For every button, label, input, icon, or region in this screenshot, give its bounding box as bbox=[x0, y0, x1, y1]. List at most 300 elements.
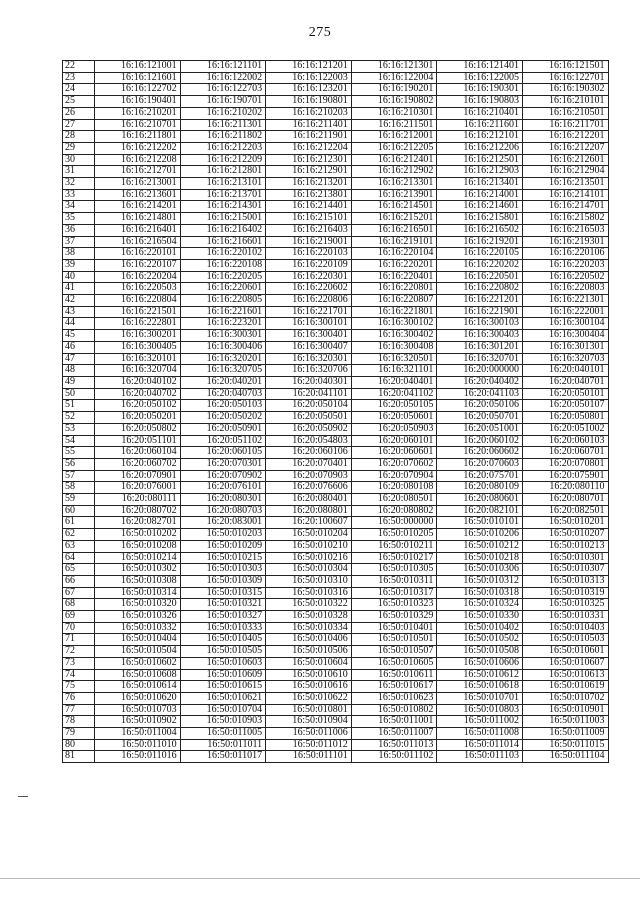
row-number-cell: 38 bbox=[63, 248, 95, 260]
code-cell: 16:16:300102 bbox=[351, 318, 437, 330]
row-number-cell: 29 bbox=[63, 142, 95, 154]
page-number: 275 bbox=[308, 25, 332, 40]
table-row bbox=[63, 494, 609, 506]
code-cell: 16:16:220501 bbox=[437, 271, 523, 283]
code-cell: 16:50:010322 bbox=[266, 599, 352, 611]
code-cell: 16:20:070401 bbox=[266, 458, 352, 470]
row-number-cell: 27 bbox=[63, 119, 95, 131]
code-cell: 16:16:220109 bbox=[266, 259, 352, 271]
code-cell: 16:20:000000 bbox=[437, 365, 523, 377]
row-number-cell: 45 bbox=[63, 330, 95, 342]
row-number-cell: 44 bbox=[63, 318, 95, 330]
code-cell: 16:50:011014 bbox=[437, 739, 523, 751]
code-cell: 16:16:212801 bbox=[180, 166, 266, 178]
table-row bbox=[63, 599, 609, 611]
code-cell: 16:16:213101 bbox=[180, 178, 266, 190]
code-cell: 16:16:213901 bbox=[351, 189, 437, 201]
code-cell: 16:16:222001 bbox=[522, 306, 608, 318]
row-number-cell: 55 bbox=[63, 447, 95, 459]
code-cell: 16:16:220105 bbox=[437, 248, 523, 260]
code-cell: 16:50:010616 bbox=[266, 681, 352, 693]
code-cell: 16:50:010619 bbox=[522, 681, 608, 693]
code-cell: 16:50:010618 bbox=[437, 681, 523, 693]
row-number-cell: 68 bbox=[63, 599, 95, 611]
code-cell: 16:50:010331 bbox=[522, 611, 608, 623]
code-cell: 16:50:011103 bbox=[437, 751, 523, 763]
code-cell: 16:20:050103 bbox=[180, 400, 266, 412]
table-row bbox=[63, 142, 609, 154]
code-cell: 16:20:040401 bbox=[351, 376, 437, 388]
code-cell: 16:16:122002 bbox=[180, 72, 266, 84]
code-cell: 16:16:190201 bbox=[351, 84, 437, 96]
margin-mark bbox=[18, 796, 28, 797]
code-cell: 16:16:210501 bbox=[522, 107, 608, 119]
code-cell: 16:16:300407 bbox=[266, 341, 352, 353]
code-cell: 16:16:301201 bbox=[437, 341, 523, 353]
table-row bbox=[63, 447, 609, 459]
code-cell: 16:16:300405 bbox=[95, 341, 181, 353]
code-cell: 16:16:212206 bbox=[437, 142, 523, 154]
code-cell: 16:20:041101 bbox=[266, 388, 352, 400]
code-cell: 16:50:010333 bbox=[180, 622, 266, 634]
code-cell: 16:16:190801 bbox=[266, 96, 352, 108]
code-cell: 16:20:080401 bbox=[266, 494, 352, 506]
code-cell: 16:50:010506 bbox=[266, 646, 352, 658]
code-cell: 16:50:011001 bbox=[351, 716, 437, 728]
code-cell: 16:50:010317 bbox=[351, 587, 437, 599]
row-number-cell: 64 bbox=[63, 552, 95, 564]
code-cell: 16:16:220106 bbox=[522, 248, 608, 260]
code-cell: 16:50:010309 bbox=[180, 575, 266, 587]
code-cell: 16:16:221801 bbox=[351, 306, 437, 318]
code-cell: 16:16:221901 bbox=[437, 306, 523, 318]
row-number-cell: 42 bbox=[63, 295, 95, 307]
row-number-cell: 73 bbox=[63, 657, 95, 669]
row-number-cell: 63 bbox=[63, 540, 95, 552]
code-cell: 16:20:051101 bbox=[95, 435, 181, 447]
code-cell: 16:20:080802 bbox=[351, 505, 437, 517]
code-cell: 16:16:210202 bbox=[180, 107, 266, 119]
code-cell: 16:20:051001 bbox=[437, 423, 523, 435]
code-cell: 16:16:300401 bbox=[266, 330, 352, 342]
code-cell: 16:20:100607 bbox=[266, 517, 352, 529]
code-cell: 16:50:010215 bbox=[180, 552, 266, 564]
code-cell: 16:16:122005 bbox=[437, 72, 523, 84]
code-cell: 16:50:010316 bbox=[266, 587, 352, 599]
code-cell: 16:50:010404 bbox=[95, 634, 181, 646]
table-row bbox=[63, 213, 609, 225]
code-cell: 16:50:011101 bbox=[266, 751, 352, 763]
row-number-cell: 79 bbox=[63, 728, 95, 740]
table-row bbox=[63, 61, 609, 73]
code-cell: 16:16:214701 bbox=[522, 201, 608, 213]
code-cell: 16:20:060101 bbox=[351, 435, 437, 447]
code-cell: 16:16:222801 bbox=[95, 318, 181, 330]
row-number-cell: 76 bbox=[63, 692, 95, 704]
code-cell: 16:20:080801 bbox=[266, 505, 352, 517]
table-row bbox=[63, 189, 609, 201]
code-cell: 16:50:010402 bbox=[437, 622, 523, 634]
code-cell: 16:20:060702 bbox=[95, 458, 181, 470]
code-cell: 16:16:121401 bbox=[437, 61, 523, 73]
code-cell: 16:16:214101 bbox=[522, 189, 608, 201]
code-cell: 16:50:010319 bbox=[522, 587, 608, 599]
code-cell: 16:16:220401 bbox=[351, 271, 437, 283]
code-cell: 16:20:050202 bbox=[180, 412, 266, 424]
code-cell: 16:50:011016 bbox=[95, 751, 181, 763]
code-cell: 16:16:211901 bbox=[266, 131, 352, 143]
code-cell: 16:16:215201 bbox=[351, 213, 437, 225]
table-row bbox=[63, 119, 609, 131]
row-number-cell: 31 bbox=[63, 166, 95, 178]
table-row bbox=[63, 353, 609, 365]
code-cell: 16:50:010209 bbox=[180, 540, 266, 552]
table-row bbox=[63, 271, 609, 283]
code-cell: 16:20:051002 bbox=[522, 423, 608, 435]
row-number-cell: 41 bbox=[63, 283, 95, 295]
code-cell: 16:20:040702 bbox=[95, 388, 181, 400]
code-cell: 16:50:010211 bbox=[351, 540, 437, 552]
code-cell: 16:20:050107 bbox=[522, 400, 608, 412]
code-table bbox=[62, 60, 609, 763]
table-row bbox=[63, 622, 609, 634]
code-cell: 16:16:216601 bbox=[180, 236, 266, 248]
table-row bbox=[63, 84, 609, 96]
code-cell: 16:20:040703 bbox=[180, 388, 266, 400]
code-cell: 16:50:010304 bbox=[266, 564, 352, 576]
code-cell: 16:20:083001 bbox=[180, 517, 266, 529]
code-cell: 16:50:011002 bbox=[437, 716, 523, 728]
code-cell: 16:50:010206 bbox=[437, 529, 523, 541]
row-number-cell: 49 bbox=[63, 376, 95, 388]
table-row bbox=[63, 224, 609, 236]
code-cell: 16:16:320501 bbox=[351, 353, 437, 365]
row-number-cell: 80 bbox=[63, 739, 95, 751]
row-number-cell: 22 bbox=[63, 61, 95, 73]
code-cell: 16:20:051102 bbox=[180, 435, 266, 447]
code-cell: 16:50:010325 bbox=[522, 599, 608, 611]
code-table-body bbox=[63, 61, 609, 763]
code-cell: 16:50:010614 bbox=[95, 681, 181, 693]
code-cell: 16:50:010217 bbox=[351, 552, 437, 564]
row-number-cell: 30 bbox=[63, 154, 95, 166]
row-number-cell: 66 bbox=[63, 575, 95, 587]
code-cell: 16:16:220805 bbox=[180, 295, 266, 307]
code-cell: 16:50:011104 bbox=[522, 751, 608, 763]
code-cell: 16:16:300402 bbox=[351, 330, 437, 342]
code-cell: 16:16:216501 bbox=[351, 224, 437, 236]
code-cell: 16:20:076001 bbox=[95, 482, 181, 494]
table-row bbox=[63, 412, 609, 424]
table-row bbox=[63, 330, 609, 342]
code-cell: 16:50:000000 bbox=[351, 517, 437, 529]
code-cell: 16:50:010315 bbox=[180, 587, 266, 599]
table-row bbox=[63, 435, 609, 447]
code-cell: 16:16:211701 bbox=[522, 119, 608, 131]
row-number-cell: 50 bbox=[63, 388, 95, 400]
table-row bbox=[63, 470, 609, 482]
code-cell: 16:16:223201 bbox=[180, 318, 266, 330]
code-cell: 16:16:219001 bbox=[266, 236, 352, 248]
code-cell: 16:50:010803 bbox=[437, 704, 523, 716]
row-number-cell: 72 bbox=[63, 646, 95, 658]
code-cell: 16:16:214801 bbox=[95, 213, 181, 225]
table-row bbox=[63, 587, 609, 599]
code-cell: 16:16:221201 bbox=[437, 295, 523, 307]
code-cell: 16:16:300408 bbox=[351, 341, 437, 353]
code-cell: 16:20:080109 bbox=[437, 482, 523, 494]
code-cell: 16:20:075901 bbox=[522, 470, 608, 482]
code-cell: 16:20:060106 bbox=[266, 447, 352, 459]
code-cell: 16:50:010204 bbox=[266, 529, 352, 541]
code-cell: 16:16:221601 bbox=[180, 306, 266, 318]
code-cell: 16:50:010904 bbox=[266, 716, 352, 728]
code-cell: 16:50:010313 bbox=[522, 575, 608, 587]
code-cell: 16:16:122703 bbox=[180, 84, 266, 96]
code-cell: 16:16:213401 bbox=[437, 178, 523, 190]
code-cell: 16:16:300101 bbox=[266, 318, 352, 330]
code-cell: 16:20:040301 bbox=[266, 376, 352, 388]
code-cell: 16:16:215001 bbox=[180, 213, 266, 225]
row-number-cell: 33 bbox=[63, 189, 95, 201]
code-cell: 16:50:010501 bbox=[351, 634, 437, 646]
footer-rule bbox=[0, 878, 640, 879]
table-row bbox=[63, 751, 609, 763]
code-cell: 16:16:320703 bbox=[522, 353, 608, 365]
code-cell: 16:50:010505 bbox=[180, 646, 266, 658]
code-cell: 16:50:010401 bbox=[351, 622, 437, 634]
code-cell: 16:50:010318 bbox=[437, 587, 523, 599]
table-row bbox=[63, 564, 609, 576]
table-row bbox=[63, 376, 609, 388]
code-cell: 16:16:190302 bbox=[522, 84, 608, 96]
code-cell: 16:50:010504 bbox=[95, 646, 181, 658]
code-cell: 16:20:070904 bbox=[351, 470, 437, 482]
code-cell: 16:16:221301 bbox=[522, 295, 608, 307]
code-cell: 16:16:220502 bbox=[522, 271, 608, 283]
row-number-cell: 46 bbox=[63, 341, 95, 353]
code-cell: 16:20:050501 bbox=[266, 412, 352, 424]
code-cell: 16:20:082101 bbox=[437, 505, 523, 517]
code-cell: 16:50:011004 bbox=[95, 728, 181, 740]
code-cell: 16:16:122004 bbox=[351, 72, 437, 84]
code-cell: 16:16:213201 bbox=[266, 178, 352, 190]
code-cell: 16:20:070801 bbox=[522, 458, 608, 470]
code-cell: 16:20:040201 bbox=[180, 376, 266, 388]
code-cell: 16:50:010311 bbox=[351, 575, 437, 587]
code-cell: 16:20:080601 bbox=[437, 494, 523, 506]
code-cell: 16:50:010801 bbox=[266, 704, 352, 716]
code-cell: 16:50:010303 bbox=[180, 564, 266, 576]
code-cell: 16:50:010623 bbox=[351, 692, 437, 704]
code-cell: 16:16:214401 bbox=[266, 201, 352, 213]
code-cell: 16:20:076101 bbox=[180, 482, 266, 494]
code-cell: 16:50:010310 bbox=[266, 575, 352, 587]
row-number-cell: 53 bbox=[63, 423, 95, 435]
code-cell: 16:50:010617 bbox=[351, 681, 437, 693]
code-cell: 16:16:212903 bbox=[437, 166, 523, 178]
code-cell: 16:20:050101 bbox=[522, 388, 608, 400]
table-row bbox=[63, 505, 609, 517]
row-number-cell: 32 bbox=[63, 178, 95, 190]
code-cell: 16:16:122003 bbox=[266, 72, 352, 84]
code-cell: 16:20:080110 bbox=[522, 482, 608, 494]
code-cell: 16:50:010326 bbox=[95, 611, 181, 623]
code-cell: 16:16:320101 bbox=[95, 353, 181, 365]
code-cell: 16:16:220101 bbox=[95, 248, 181, 260]
code-cell: 16:16:210101 bbox=[522, 96, 608, 108]
code-cell: 16:50:010308 bbox=[95, 575, 181, 587]
code-cell: 16:16:122702 bbox=[95, 84, 181, 96]
code-cell: 16:50:010703 bbox=[95, 704, 181, 716]
code-cell: 16:20:080501 bbox=[351, 494, 437, 506]
code-cell: 16:16:212205 bbox=[351, 142, 437, 154]
code-cell: 16:50:010508 bbox=[437, 646, 523, 658]
code-cell: 16:50:010330 bbox=[437, 611, 523, 623]
code-cell: 16:16:210301 bbox=[351, 107, 437, 119]
code-cell: 16:16:212301 bbox=[266, 154, 352, 166]
code-cell: 16:16:219101 bbox=[351, 236, 437, 248]
table-row bbox=[63, 388, 609, 400]
code-cell: 16:16:220201 bbox=[351, 259, 437, 271]
code-cell: 16:16:216502 bbox=[437, 224, 523, 236]
code-cell: 16:20:076606 bbox=[266, 482, 352, 494]
code-cell: 16:50:010405 bbox=[180, 634, 266, 646]
code-cell: 16:50:010611 bbox=[351, 669, 437, 681]
code-cell: 16:16:320701 bbox=[437, 353, 523, 365]
code-cell: 16:50:011007 bbox=[351, 728, 437, 740]
code-cell: 16:50:010902 bbox=[95, 716, 181, 728]
row-number-cell: 47 bbox=[63, 353, 95, 365]
code-cell: 16:16:300406 bbox=[180, 341, 266, 353]
code-cell: 16:20:040402 bbox=[437, 376, 523, 388]
code-cell: 16:50:010605 bbox=[351, 657, 437, 669]
row-number-cell: 52 bbox=[63, 412, 95, 424]
row-number-cell: 48 bbox=[63, 365, 95, 377]
code-cell: 16:50:010621 bbox=[180, 692, 266, 704]
code-cell: 16:50:010218 bbox=[437, 552, 523, 564]
code-cell: 16:16:320706 bbox=[266, 365, 352, 377]
code-cell: 16:20:050902 bbox=[266, 423, 352, 435]
row-number-cell: 37 bbox=[63, 236, 95, 248]
code-cell: 16:20:082701 bbox=[95, 517, 181, 529]
row-number-cell: 77 bbox=[63, 704, 95, 716]
code-cell: 16:16:121501 bbox=[522, 61, 608, 73]
code-cell: 16:50:010306 bbox=[437, 564, 523, 576]
code-cell: 16:50:010601 bbox=[522, 646, 608, 658]
code-cell: 16:16:213801 bbox=[266, 189, 352, 201]
table-row bbox=[63, 178, 609, 190]
code-cell: 16:50:010602 bbox=[95, 657, 181, 669]
code-cell: 16:50:010613 bbox=[522, 669, 608, 681]
code-cell: 16:16:212902 bbox=[351, 166, 437, 178]
code-cell: 16:16:213701 bbox=[180, 189, 266, 201]
code-cell: 16:16:212904 bbox=[522, 166, 608, 178]
code-cell: 16:16:122701 bbox=[522, 72, 608, 84]
code-cell: 16:16:220503 bbox=[95, 283, 181, 295]
code-cell: 16:16:211801 bbox=[95, 131, 181, 143]
code-cell: 16:50:010214 bbox=[95, 552, 181, 564]
code-cell: 16:50:010701 bbox=[437, 692, 523, 704]
code-cell: 16:50:010406 bbox=[266, 634, 352, 646]
code-cell: 16:16:220202 bbox=[437, 259, 523, 271]
code-cell: 16:50:011015 bbox=[522, 739, 608, 751]
code-cell: 16:50:010210 bbox=[266, 540, 352, 552]
code-cell: 16:16:212204 bbox=[266, 142, 352, 154]
code-cell: 16:20:070901 bbox=[95, 470, 181, 482]
code-cell: 16:50:010802 bbox=[351, 704, 437, 716]
code-cell: 16:16:212203 bbox=[180, 142, 266, 154]
code-cell: 16:16:121101 bbox=[180, 61, 266, 73]
code-cell: 16:50:011017 bbox=[180, 751, 266, 763]
code-cell: 16:50:010324 bbox=[437, 599, 523, 611]
row-number-cell: 78 bbox=[63, 716, 95, 728]
row-number-cell: 35 bbox=[63, 213, 95, 225]
row-number-cell: 54 bbox=[63, 435, 95, 447]
code-cell: 16:50:011013 bbox=[351, 739, 437, 751]
code-cell: 16:50:010603 bbox=[180, 657, 266, 669]
code-cell: 16:16:321101 bbox=[351, 365, 437, 377]
code-cell: 16:16:215101 bbox=[266, 213, 352, 225]
code-cell: 16:50:011005 bbox=[180, 728, 266, 740]
code-cell: 16:20:050801 bbox=[522, 412, 608, 424]
code-cell: 16:20:080703 bbox=[180, 505, 266, 517]
code-cell: 16:50:010327 bbox=[180, 611, 266, 623]
code-cell: 16:16:212501 bbox=[437, 154, 523, 166]
code-cell: 16:16:210203 bbox=[266, 107, 352, 119]
code-cell: 16:16:214301 bbox=[180, 201, 266, 213]
code-cell: 16:16:320201 bbox=[180, 353, 266, 365]
code-cell: 16:20:070903 bbox=[266, 470, 352, 482]
code-cell: 16:16:190401 bbox=[95, 96, 181, 108]
code-cell: 16:50:010212 bbox=[437, 540, 523, 552]
code-cell: 16:16:210701 bbox=[95, 119, 181, 131]
table-row bbox=[63, 517, 609, 529]
code-cell: 16:16:220104 bbox=[351, 248, 437, 260]
code-cell: 16:16:300403 bbox=[437, 330, 523, 342]
code-cell: 16:20:050201 bbox=[95, 412, 181, 424]
row-number-cell: 69 bbox=[63, 611, 95, 623]
code-cell: 16:16:220807 bbox=[351, 295, 437, 307]
code-cell: 16:50:010328 bbox=[266, 611, 352, 623]
table-row bbox=[63, 248, 609, 260]
table-row bbox=[63, 318, 609, 330]
code-cell: 16:20:050802 bbox=[95, 423, 181, 435]
table-row bbox=[63, 166, 609, 178]
table-row bbox=[63, 400, 609, 412]
code-cell: 16:16:211501 bbox=[351, 119, 437, 131]
row-number-cell: 60 bbox=[63, 505, 95, 517]
row-number-cell: 24 bbox=[63, 84, 95, 96]
code-cell: 16:50:010334 bbox=[266, 622, 352, 634]
code-cell: 16:16:190802 bbox=[351, 96, 437, 108]
row-number-cell: 62 bbox=[63, 529, 95, 541]
code-cell: 16:16:301301 bbox=[522, 341, 608, 353]
row-number-cell: 65 bbox=[63, 564, 95, 576]
code-cell: 16:20:060103 bbox=[522, 435, 608, 447]
code-cell: 16:20:070603 bbox=[437, 458, 523, 470]
code-cell: 16:50:010203 bbox=[180, 529, 266, 541]
code-cell: 16:16:300404 bbox=[522, 330, 608, 342]
code-cell: 16:16:216401 bbox=[95, 224, 181, 236]
code-cell: 16:50:010323 bbox=[351, 599, 437, 611]
code-cell: 16:16:212207 bbox=[522, 142, 608, 154]
row-number-cell: 75 bbox=[63, 681, 95, 693]
code-cell: 16:50:010620 bbox=[95, 692, 181, 704]
table-row bbox=[63, 72, 609, 84]
code-cell: 16:20:050701 bbox=[437, 412, 523, 424]
code-cell: 16:16:121001 bbox=[95, 61, 181, 73]
